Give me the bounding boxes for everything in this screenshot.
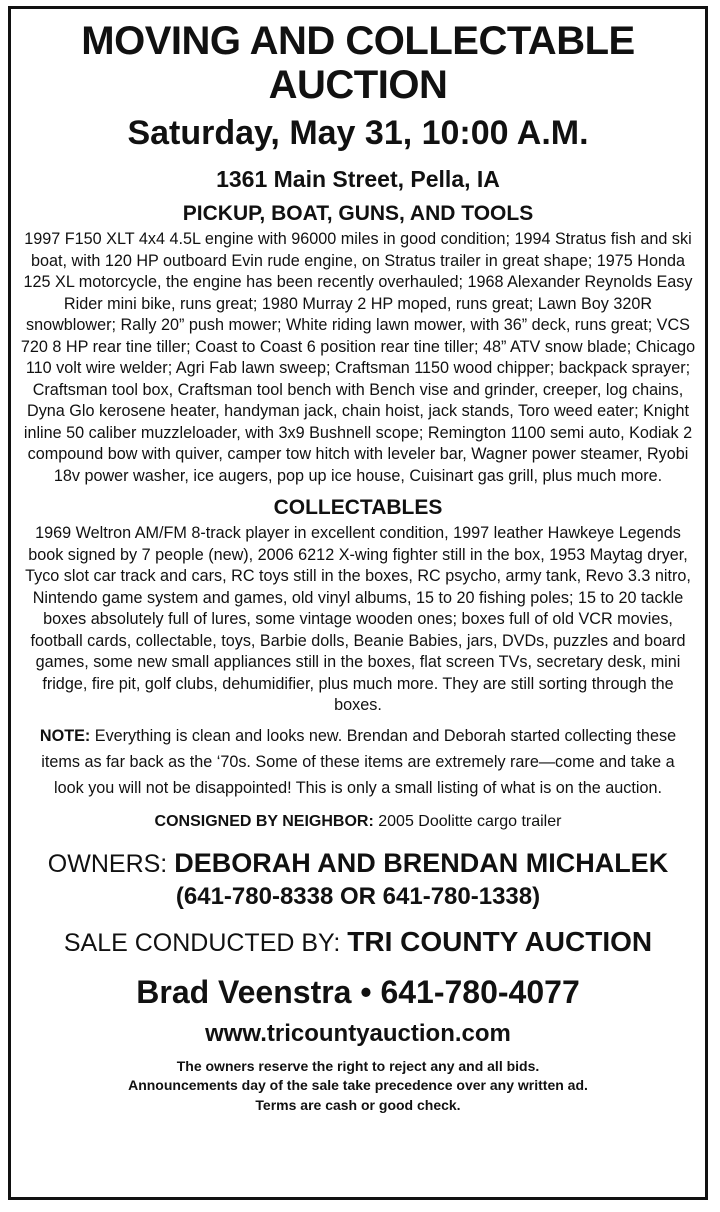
- terms-line-2: Announcements day of the sale take precedence over any written ad.: [128, 1077, 588, 1093]
- auction-date: Saturday, May 31, 10:00 A.M.: [127, 114, 589, 152]
- auctioneer-contact: Brad Veenstra • 641-780-4077: [136, 973, 580, 1010]
- title-line-1: MOVING AND COLLECTABLE: [81, 19, 635, 63]
- owners-line: [11, 847, 705, 880]
- section-text-pickup: 1997 F150 XLT 4x4 4.5L engine with 96000 miles in good condition; 1994 Stratus fish and ski boat, with 120 HP outboard Evin rude engine, on Stratus trailer in great shape; 1975 Honda 125 XL motorcycle, the engine has been recently overhauled; 1968 Alexander Reynolds Easy Rider mini bike, runs great; 1980 Murray 2 HP moped, runs great; Lawn Boy 320R snowblower; Rally 20” push mower; White riding lawn mower, with 36” deck, runs great; VCS 720 8 HP rear tine tiller; Coast to Coast 6 position rear tine tiller; 48” ATV snow blade; Chicago 110 volt wire welder; Agri Fab lawn sweep; Craftsman 1150 wood chipper; backpack sprayer; Craftsman tool box, Craftsman tool bench with Bench vise and grinder, creeper, log chains, Dyna Glo kerosene heater, handyman jack, chain hoist, jack stands, Toro weed eater; Knight inline 50 caliber muzzleloader, with 3x9 Bushnell scope; Remington 1100 semi auto, Kodiak 2 compound bow with quiver, camper tow hitch with leveler bar, Wagner power steamer, Ryobi 18v power washer, ice augers, pop up ice house, Cuisinart gas grill, plus much more.: [20, 230, 696, 485]
- note-paragraph: [11, 723, 705, 801]
- owners-names: DEBORAH AND BRENDAN MICHALEK: [174, 847, 669, 878]
- ad-title: [11, 19, 705, 107]
- auction-address: 1361 Main Street, Pella, IA: [216, 166, 500, 192]
- consigned-value: 2005 Doolitte cargo trailer: [378, 812, 562, 830]
- section-heading-collectables: COLLECTABLES: [273, 496, 443, 519]
- section-text-collectables: 1969 Weltron AM/FM 8-track player in excellent condition, 1997 leather Hawkeye Legends book signed by 7 people (new), 2006 6212 X-wing fighter still in the box, 1953 Maytag dryer, Tyco slot car track and cars, RC toys still in the boxes, RC psycho, army tank, Revo 3.3 nitro, Nintendo game system and games, old vinyl albums, 15 to 20 fishing poles; 15 to 20 tackle boxes absolutely full of lures, some vintage wooden ones; boxes full of old VCR movies, football cards, collectable, toys, Barbie dolls, Beanie Babies, jars, DVDs, puzzles and board games, some new small appliances still in the boxes, flat screen TVs, secretary desk, mini fridge, fire pit, golf clubs, dehumidifier, plus much more. They are still sorting through the boxes.: [25, 524, 691, 714]
- auction-ad: [8, 6, 708, 1200]
- note-text: Everything is clean and looks new. Brendan and Deborah started collecting these items as far back as the ‘70s. Some of these items are extremely rare—come and take a look you will not be disappointed! This is only a small listing of what is on the auction.: [41, 726, 677, 797]
- terms-line-1: The owners reserve the right to reject any and all bids.: [176, 1057, 540, 1074]
- website-link[interactable]: www.tricountyauction.com: [205, 1019, 511, 1047]
- owners-phones: (641-780-8338 OR 641-780-1338): [175, 882, 541, 910]
- conducted-line: [11, 926, 705, 959]
- conducted-label: SALE CONDUCTED BY:: [63, 928, 341, 957]
- consigned-line: [11, 811, 705, 833]
- terms-line-3: Terms are cash or good check.: [255, 1096, 461, 1113]
- section-heading-pickup: PICKUP, BOAT, GUNS, AND TOOLS: [182, 202, 534, 225]
- note-label: NOTE:: [39, 726, 91, 745]
- title-line-2: AUCTION: [268, 63, 448, 107]
- owners-label: OWNERS:: [47, 849, 168, 878]
- conducted-company: TRI COUNTY AUCTION: [347, 925, 653, 957]
- terms-block: [11, 1057, 705, 1116]
- consigned-label: CONSIGNED BY NEIGHBOR:: [154, 812, 374, 830]
